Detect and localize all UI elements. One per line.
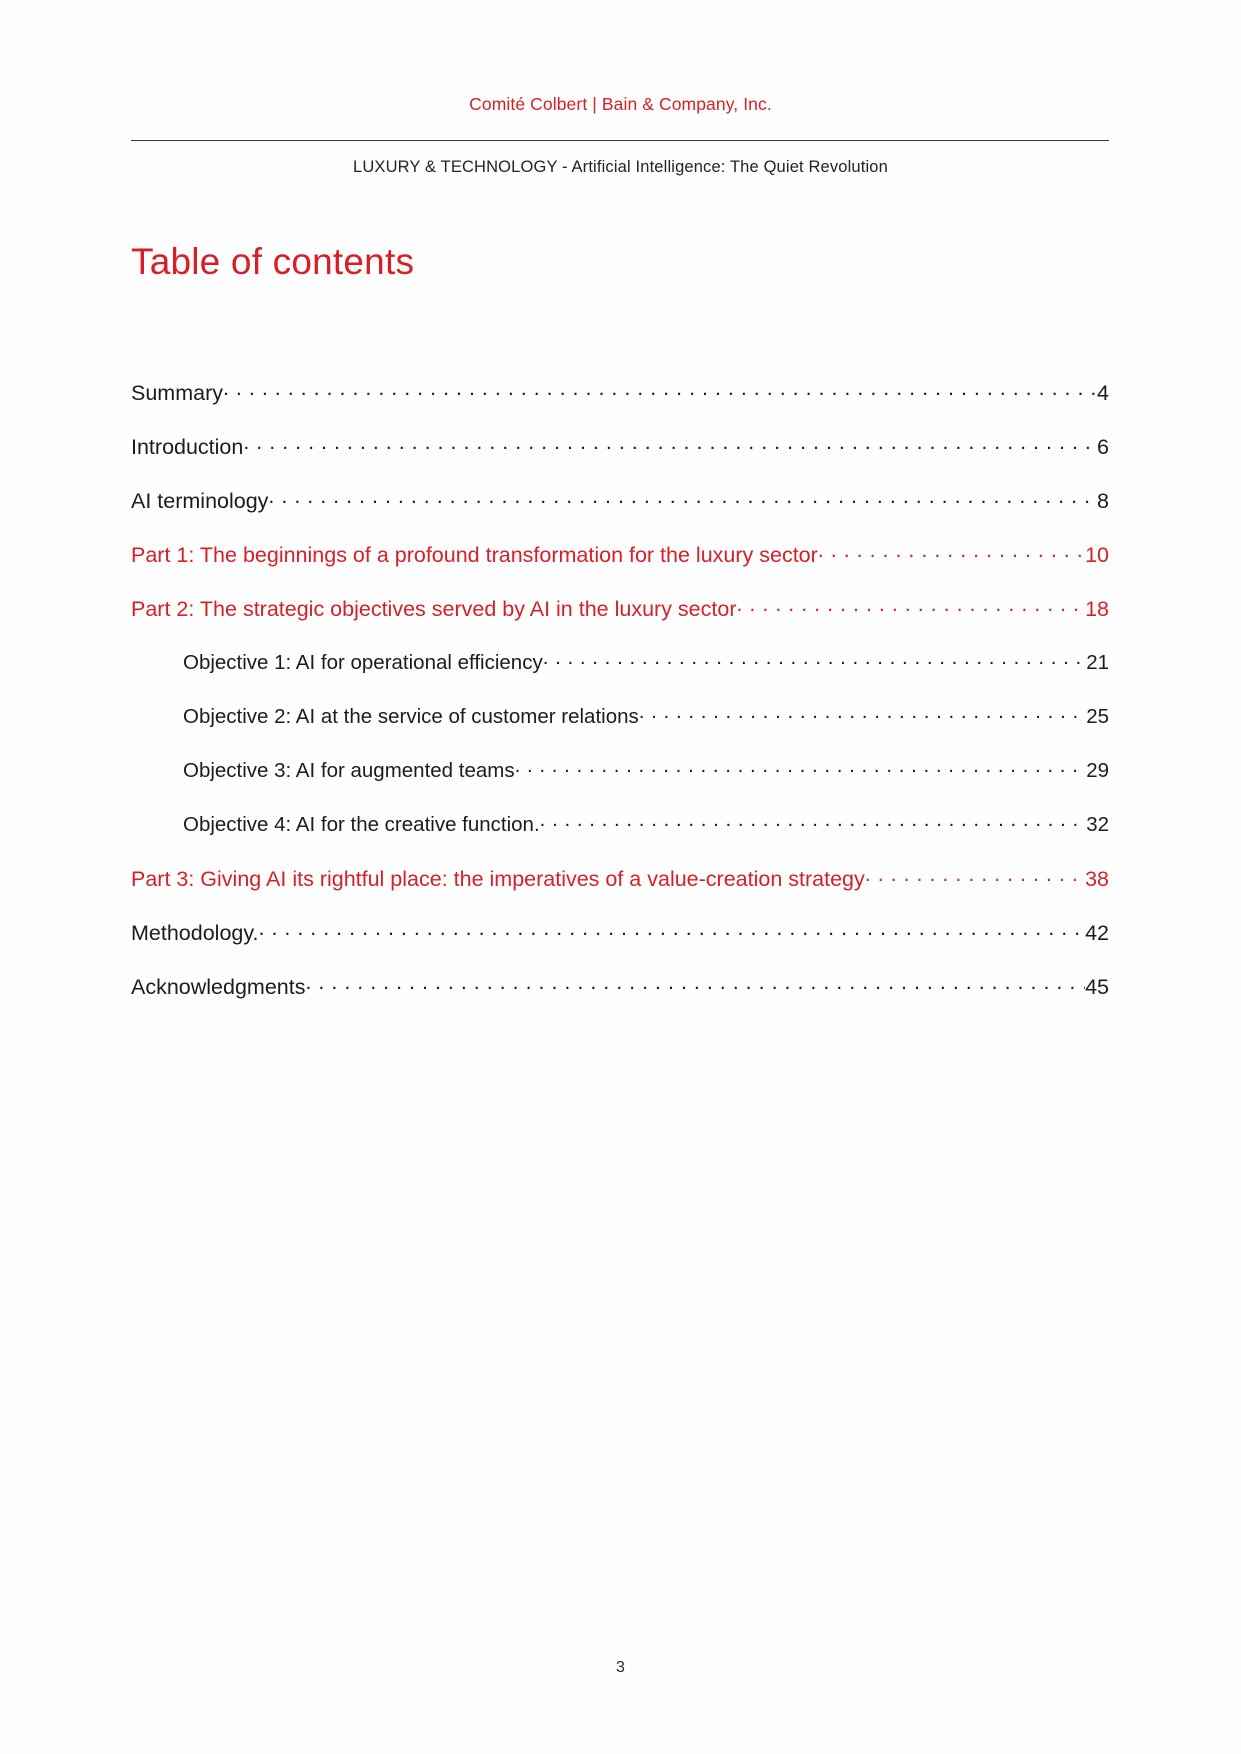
toc-entry-label: Acknowledgments <box>131 974 306 999</box>
toc-leader-dots <box>223 378 1097 400</box>
page-title: Table of contents <box>131 241 415 282</box>
toc-entry[interactable] <box>131 378 1109 432</box>
toc-leader-dots <box>540 810 1087 831</box>
toc-entry[interactable] <box>131 756 1109 810</box>
toc-leader-dots <box>268 486 1097 508</box>
toc-entry-page-number: 6 <box>1097 434 1109 459</box>
toc-entry-label: Methodology. <box>131 920 259 945</box>
header-divider <box>131 140 1109 141</box>
toc-entry[interactable] <box>131 540 1109 594</box>
toc-entry-page-number: 32 <box>1086 812 1109 836</box>
toc-leader-dots <box>736 594 1085 616</box>
toc-leader-dots <box>865 864 1085 886</box>
toc-leader-dots <box>305 972 1085 994</box>
toc-entry[interactable] <box>131 918 1109 972</box>
toc-leader-dots <box>818 540 1085 562</box>
toc-leader-dots <box>543 648 1086 669</box>
toc-entry[interactable] <box>131 648 1109 702</box>
toc-entry-label: Objective 1: AI for operational efficiency <box>183 650 543 674</box>
toc-entry-page-number: 29 <box>1086 758 1109 782</box>
toc-entry-page-number: 8 <box>1097 488 1109 513</box>
toc-entry-page-number: 38 <box>1085 866 1109 891</box>
table-of-contents-list <box>131 378 1109 1026</box>
toc-entry[interactable] <box>131 702 1109 756</box>
toc-entry-page-number: 45 <box>1085 974 1109 999</box>
toc-entry-label: Part 3: Giving AI its rightful place: the imperatives of a value-creation strategy <box>131 866 865 891</box>
toc-entry-label: AI terminology <box>131 488 269 513</box>
toc-entry-page-number: 10 <box>1085 542 1109 567</box>
toc-entry-page-number: 4 <box>1097 380 1109 405</box>
toc-leader-dots <box>639 702 1086 723</box>
toc-entry[interactable] <box>131 594 1109 648</box>
toc-entry-label: Objective 3: AI for augmented teams <box>183 758 515 782</box>
toc-leader-dots <box>515 756 1087 777</box>
brand-header: Comité Colbert | Bain & Company, Inc. <box>469 94 772 114</box>
toc-entry-page-number: 25 <box>1086 704 1109 728</box>
toc-entry[interactable] <box>131 810 1109 864</box>
toc-entry-label: Introduction <box>131 434 244 459</box>
toc-entry[interactable] <box>131 972 1109 1026</box>
toc-entry[interactable] <box>131 432 1109 486</box>
toc-entry-page-number: 42 <box>1085 920 1109 945</box>
toc-entry-label: Objective 4: AI for the creative function. <box>183 812 540 836</box>
footer-page-number: 3 <box>616 1659 625 1676</box>
toc-entry-page-number: 18 <box>1085 596 1109 621</box>
toc-entry[interactable] <box>131 864 1109 918</box>
toc-entry-page-number: 21 <box>1086 650 1109 674</box>
toc-entry-label: Objective 2: AI at the service of customer relations <box>183 704 639 728</box>
toc-entry[interactable] <box>131 486 1109 540</box>
document-subtitle: LUXURY & TECHNOLOGY - Artificial Intelligence: The Quiet Revolution <box>353 158 888 176</box>
toc-leader-dots <box>259 918 1086 940</box>
toc-leader-dots <box>243 432 1097 454</box>
toc-entry-label: Part 1: The beginnings of a profound transformation for the luxury sector <box>131 542 818 567</box>
toc-entry-label: Summary <box>131 380 223 405</box>
toc-entry-label: Part 2: The strategic objectives served by AI in the luxury sector <box>131 596 737 621</box>
